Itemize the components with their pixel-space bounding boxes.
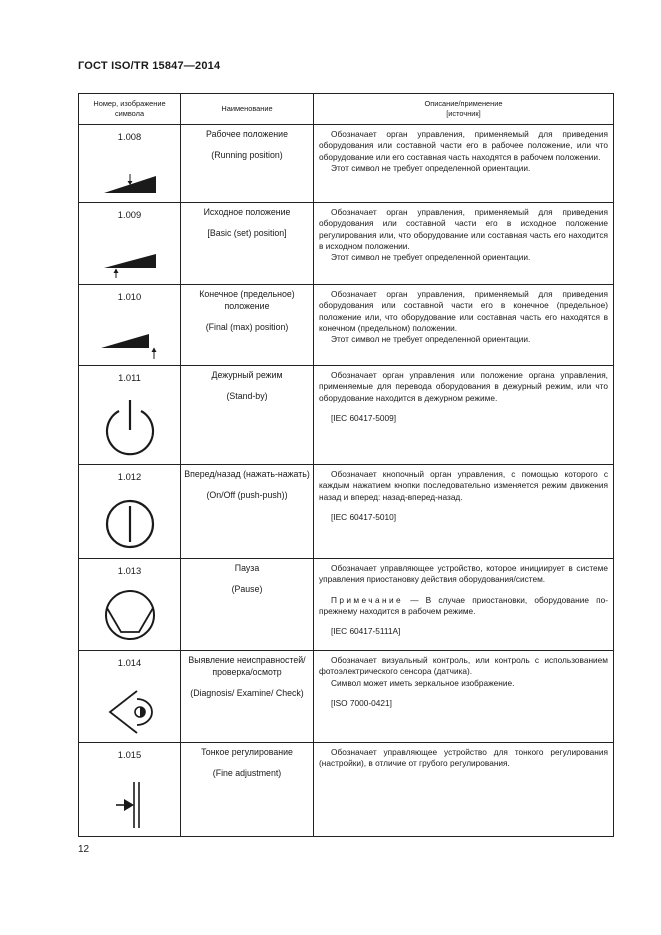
description-cell: Обозначает кнопочный орган управления, с помощью которого с каждым нажатием кнопки последовательно изменяется режим движения назад и вперед: назад-вперед-назад. [IEC 60417-5010] [314,465,614,559]
symbol-number: 1.010 [117,291,142,302]
symbol-number: 1.011 [118,372,141,383]
note [319,595,608,618]
symbol-number: 1.008 [117,131,142,142]
name-cell: Выявление неисправностей/ проверка/осмотр (Diagnosis/ Examine/ Check) [181,651,314,743]
symbol-cell [79,559,181,651]
table-row [79,743,614,837]
name-cell: Конечное (предельное) положение (Final (max) position) [181,285,314,366]
name-cell: Дежурный режим (Stand-by) [181,366,314,465]
description-cell: Обозначает орган управления, применяемый для приведения оборудования или составной части его в конечное (предельное) положение или, что оборудование или составная часть его находятся в конечном (предельном) положении. Этот символ не требует определенной ориентации. [314,285,614,366]
symbol-number: 1.015 [117,749,142,760]
column-header-description: Описание/применение [источник] [314,94,614,125]
source-reference: [IEC 60417-5009] [331,412,397,423]
name-cell: Исходное положение [Basic (set) position] [181,203,314,285]
symbol-cell [79,125,181,203]
source-reference: [ISO 7000-0421] [331,697,392,708]
running-position-icon [79,172,180,196]
symbol-number: 1.014 [117,657,142,668]
stand-by-icon [79,398,180,456]
description-cell: Обозначает визуальный контроль, или контроль с использованием фотоэлектрического сенсора (датчика). Символ может иметь зеркальное изображение. [ISO 7000-0421] [314,651,614,743]
note-label: Примечание [331,594,404,605]
symbol-number: 1.009 [117,209,142,220]
name-cell: Вперед/назад (нажать-нажать) (On/Off (push-push)) [181,465,314,559]
symbol-cell [79,203,181,285]
description-cell: Обозначает орган управления, применяемый для приведения оборудования или составной части его в исходное положение регулирования или, что оборудование или составная часть его находится в исходном положении. Этот символ не требует определенной ориентации. [314,203,614,285]
table-row [79,203,614,285]
symbol-cell [79,743,181,837]
symbol-number: 1.012 [117,471,142,482]
name-cell: Пауза (Pause) [181,559,314,651]
source-reference: [IEC 60417-5010] [331,511,397,522]
basic-set-position-icon [79,252,180,278]
symbol-number: 1.013 [117,565,142,576]
column-header-number: Номер, изображение символа [79,94,181,125]
note-text: — В случае приостановки, оборудование по-прежнему находится в рабочем режиме. [319,594,608,616]
fine-adjustment-icon [79,780,180,830]
column-header-name: Наименование [181,94,314,125]
symbol-cell [79,465,181,559]
description-cell: Обозначает орган управления или положение органа управления, применяемые для перевода оборудования в дежурный режим, или что оборудование находится в дежурном режиме. [IEC 60417-5009] [314,366,614,465]
table-header-row [79,94,614,125]
description-cell: Обозначает орган управления, применяемый для приведения оборудования или составной части его в рабочее положение, или что оборудование или его составная часть находятся в рабочем положении. Этот символ не требует определенной ориентации. [314,125,614,203]
diagnosis-eye-icon [79,688,180,736]
table-row [79,651,614,743]
table-row [79,125,614,203]
name-cell: Тонкое регулирование (Fine adjustment) [181,743,314,837]
table-row [79,366,614,465]
page-number: 12 [78,844,90,855]
final-max-position-icon [79,331,180,359]
name-cell: Рабочее положение (Running position) [181,125,314,203]
on-off-push-push-icon [79,498,180,550]
symbol-cell [79,651,181,743]
description-cell: Обозначает управляющее устройство, которое инициирует в системе управления приостановку действия оборудования/систем. Примечание — В случае приостановки, оборудование по-прежнему находится в рабочем режиме. [IEC 60417-5111A] [314,559,614,651]
pause-icon [79,588,180,642]
table-row [79,285,614,366]
symbols-table [78,93,614,837]
symbol-cell [79,285,181,366]
description-cell: Обозначает управляющее устройство для тонкого регулирования (настройки), в отличие от грубого регулирования. [314,743,614,837]
table-row [79,559,614,651]
table-row [79,465,614,559]
source-reference: [IEC 60417-5111A] [331,626,401,637]
symbol-cell [79,366,181,465]
document-title: ГОСТ ISO/TR 15847—2014 [78,60,221,72]
